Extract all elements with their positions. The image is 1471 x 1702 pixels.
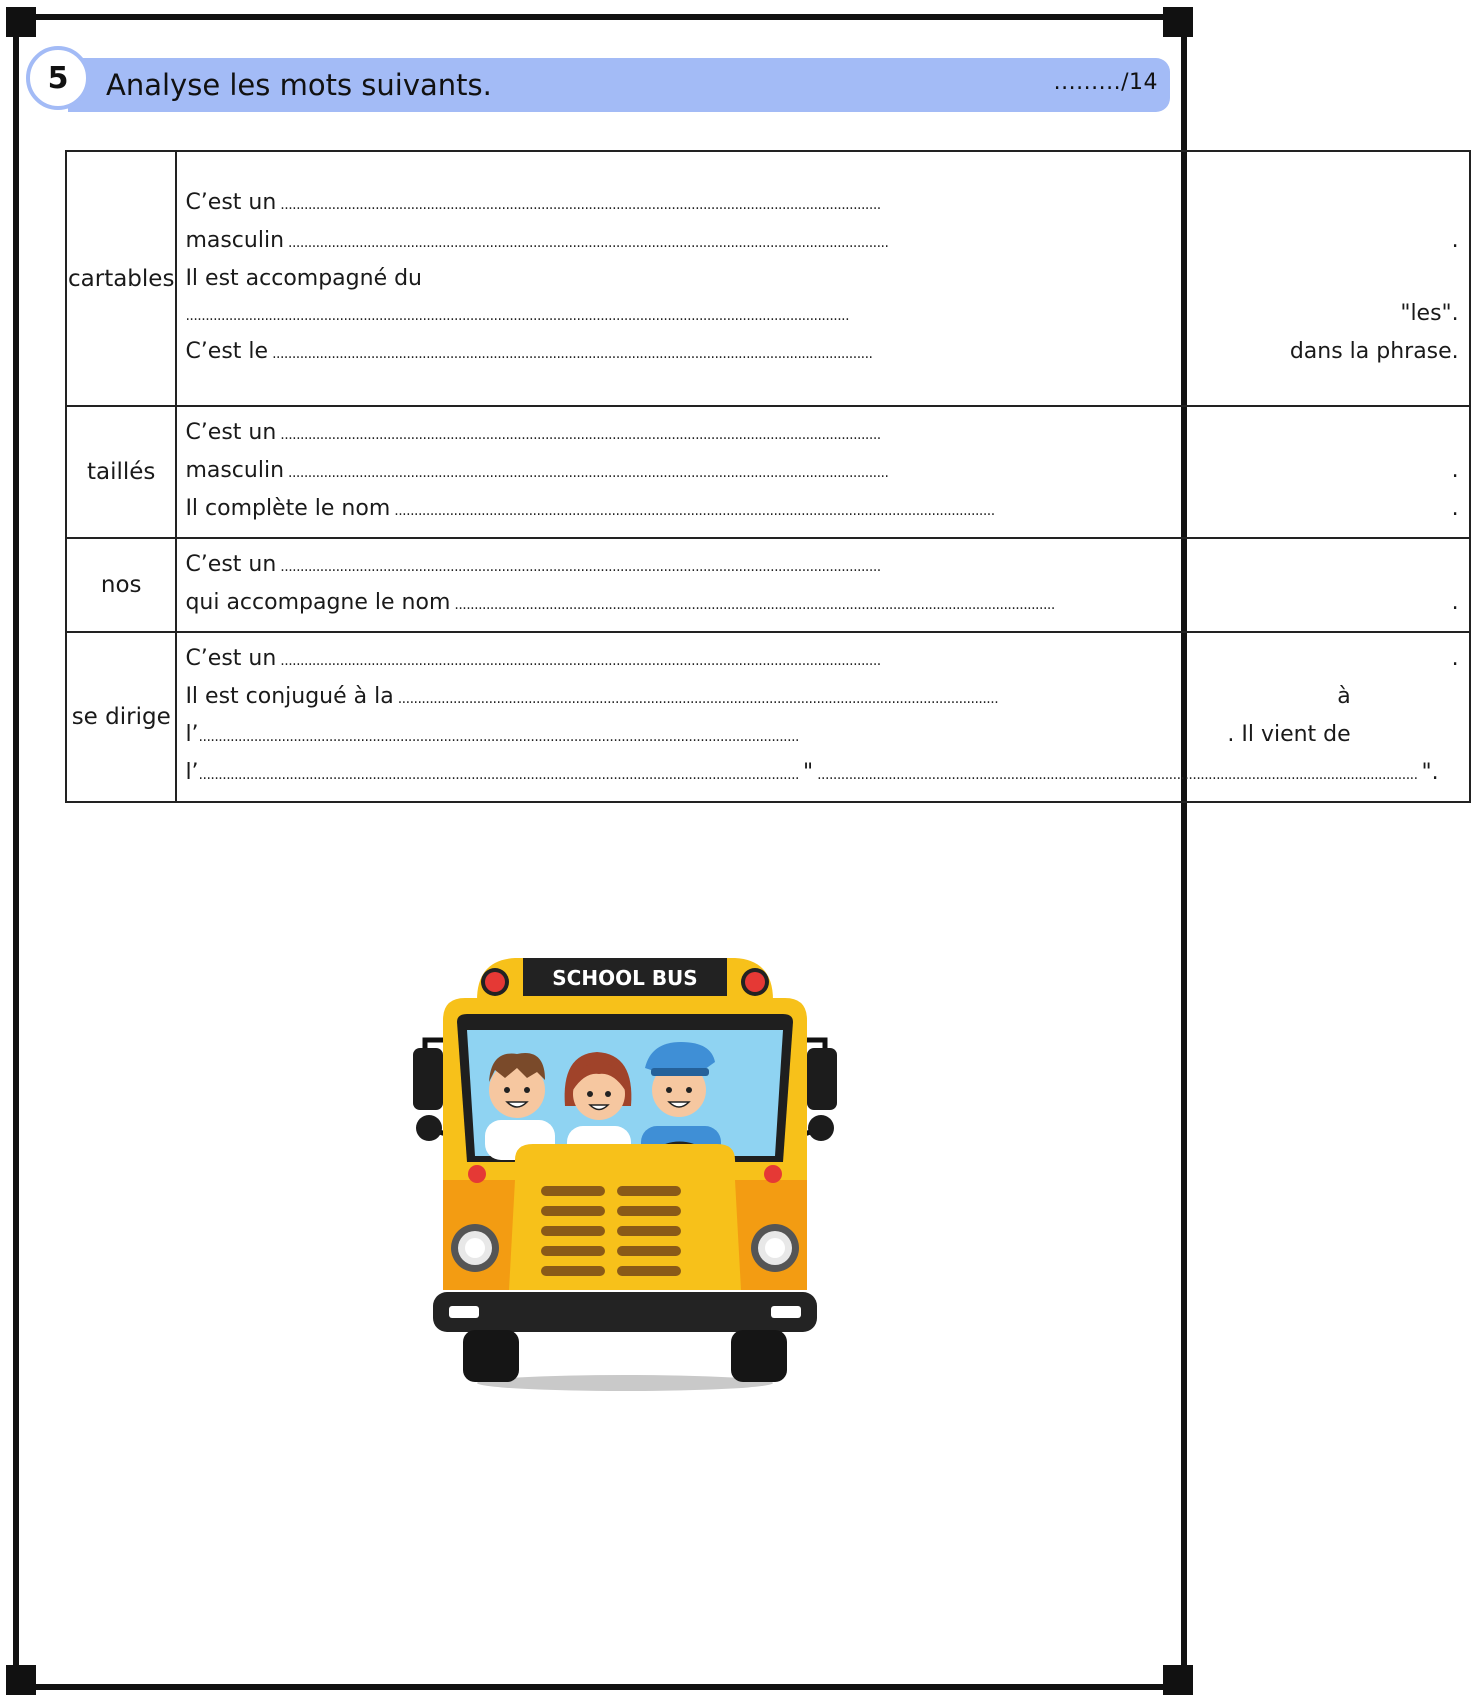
answer-blank[interactable]: ........................................................................................................................................................ xyxy=(454,597,1055,613)
frame-corner xyxy=(1163,1665,1193,1695)
description-cell xyxy=(176,406,1469,538)
roof-sign-text: SCHOOL BUS xyxy=(552,966,698,990)
answer-blank[interactable]: ........................................................................................................................................................ xyxy=(280,559,881,575)
ground-shadow xyxy=(477,1375,773,1391)
table-row xyxy=(66,538,1470,632)
fill-line: C’est un ........................................................................................................................................................ . xyxy=(185,641,1458,679)
fill-line: C’est un ........................................................................................................................................................ xyxy=(185,185,1458,223)
exercise-header xyxy=(68,58,1170,112)
fill-line: qui accompagne le nom ........................................................................................................................................................ . xyxy=(185,585,1458,623)
answer-blank[interactable]: ........................................................................................................................................................ xyxy=(280,197,881,213)
turn-light xyxy=(468,1165,486,1183)
frame-corner xyxy=(1163,7,1193,37)
answer-blank[interactable]: ........................................................................................................................................................ xyxy=(817,767,1418,783)
frame-corner xyxy=(6,7,36,37)
bumper xyxy=(433,1292,817,1332)
word-cell: nos xyxy=(66,538,176,632)
word-cell: se dirige xyxy=(66,632,176,802)
table-row xyxy=(66,151,1470,406)
roof-light xyxy=(745,972,765,992)
description-cell xyxy=(176,151,1469,406)
description-cell xyxy=(176,538,1469,632)
frame-corner xyxy=(6,1665,36,1695)
answer-blank[interactable]: ........................................................................................................................................................ xyxy=(288,465,889,481)
analysis-table xyxy=(65,150,1471,803)
exercise-number: 5 xyxy=(47,60,69,96)
left-headlight xyxy=(451,1224,499,1272)
answer-blank[interactable]: ........................................................................................................................................................ xyxy=(198,767,799,783)
answer-blank[interactable]: ........................................................................................................................................................ xyxy=(394,503,995,519)
right-headlight xyxy=(751,1224,799,1272)
answer-blank[interactable]: ........................................................................................................................................................ xyxy=(288,235,889,251)
fill-line: C’est un ........................................................................................................................................................ xyxy=(185,415,1458,453)
answer-blank[interactable]: ........................................................................................................................................................ xyxy=(280,653,881,669)
fill-line: Il est accompagné du xyxy=(185,266,423,291)
fill-line: masculin ........................................................................................................................................................ . xyxy=(185,223,1458,261)
fill-line: C’est le ........................................................................................................................................................ dans la phrase. xyxy=(185,334,1458,372)
description-cell xyxy=(176,632,1469,802)
fill-line: C’est un ........................................................................................................................................................ xyxy=(185,547,1458,585)
school-bus-illustration xyxy=(405,930,845,1400)
fill-line: ........................................................................................................................................................................ "les". xyxy=(185,296,1458,334)
roof-light xyxy=(485,972,505,992)
answer-blank[interactable]: ........................................................................................................................................................ xyxy=(397,691,999,707)
answer-blank[interactable]: ........................................................................................................................................................ xyxy=(272,346,873,362)
fill-line: l’ ........................................................................................................................................................ " ........................................................................................................................................................ ". xyxy=(185,755,1458,793)
fill-line: l’ ........................................................................................................................................................ . Il vient de xyxy=(185,717,1458,755)
word-cell: cartables xyxy=(66,151,176,406)
fill-line: Il est conjugué à la ........................................................................................................................................................ à xyxy=(185,679,1458,717)
fill-line: masculin ........................................................................................................................................................ . xyxy=(185,453,1458,491)
table-row xyxy=(66,406,1470,538)
exercise-score: ........./14 xyxy=(1053,70,1158,95)
exercise-number-badge xyxy=(26,46,90,110)
table-row xyxy=(66,632,1470,802)
fill-line: Il complète le nom ........................................................................................................................................................ . xyxy=(185,491,1458,529)
answer-blank[interactable]: ........................................................................................................................................................ xyxy=(198,729,799,745)
exercise-title: Analyse les mots suivants. xyxy=(106,68,492,102)
answer-blank[interactable]: ........................................................................................................................................................ xyxy=(280,427,881,443)
wheel xyxy=(731,1330,787,1382)
turn-light xyxy=(764,1165,782,1183)
wheel xyxy=(463,1330,519,1382)
word-cell: taillés xyxy=(66,406,176,538)
answer-blank[interactable]: ........................................................................................................................................................................ xyxy=(185,308,850,324)
